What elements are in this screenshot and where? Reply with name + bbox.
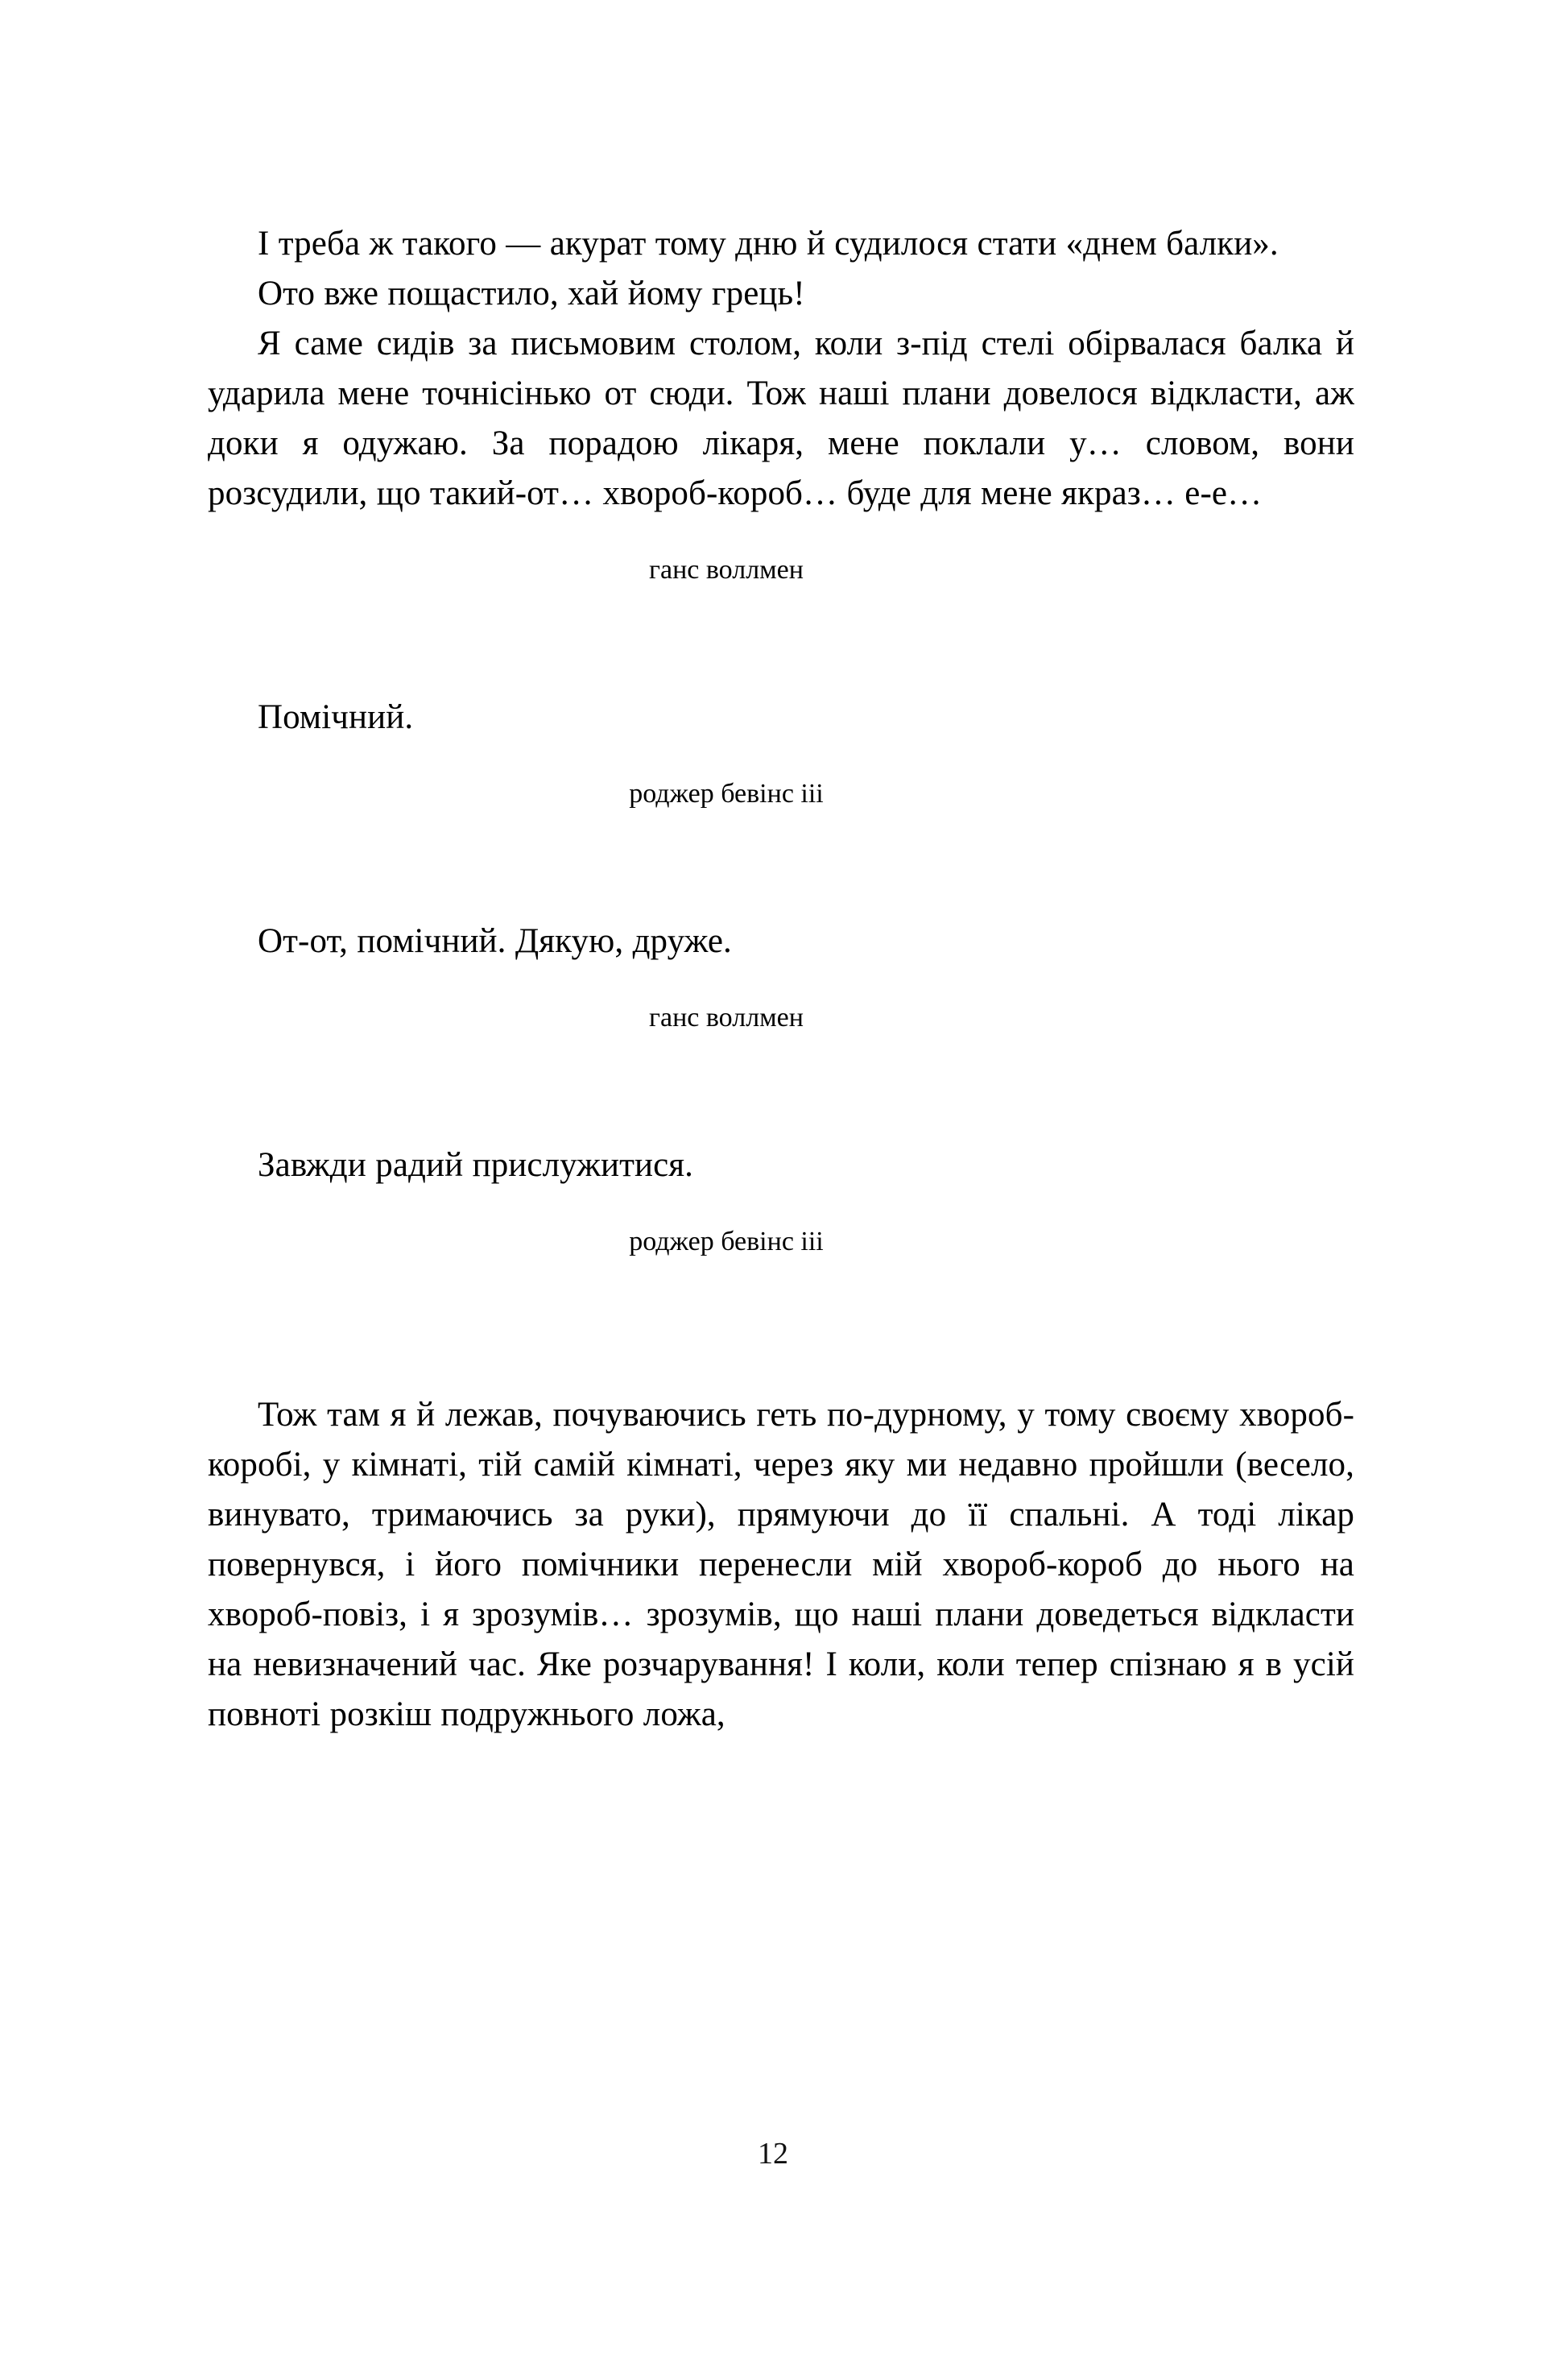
paragraph-beam-accident: Я саме сидів за письмовим столом, коли з-під стелі обірвалася балка й ударила мене точнісінько от сюди. Тож наші плани довелося відкласти, аж доки я одужаю. За порадою лікаря, мене поклали у… словом, вони розсудили, що такий-от… хвороб-короб… буде для мене якраз… е-е…: [208, 325, 1354, 512]
page-number: 12: [758, 2137, 788, 2171]
attribution-hans-vollman-2: [176, 999, 1322, 1037]
spacer: [208, 1037, 1354, 1140]
attribution-text: ганс воллмен: [649, 555, 804, 585]
spacer: [208, 813, 1354, 917]
attribution-roger-bevins-1: [176, 775, 1322, 813]
spacer: [208, 966, 1354, 999]
paragraph-thanks-friend: От-от, помічний. Дякую, друже.: [258, 922, 732, 960]
attribution-text: роджер бевінс ііі: [629, 779, 824, 809]
paragraph-glad-to-serve: Завжди радий прислужитися.: [258, 1146, 694, 1184]
attribution-text: роджер бевінс ііі: [629, 1227, 824, 1256]
spacer: [208, 743, 1354, 775]
attribution-text: ганс воллмен: [649, 1003, 804, 1033]
paragraph-helpful: Помічний.: [258, 698, 414, 736]
attribution-hans-vollman-1: [176, 551, 1322, 590]
paragraph-sickbox: Тож там я й лежав, почуваючись геть по-дурному, у тому своєму хвороб-коробі, у кімнаті, тій самій кімнаті, через яку ми недавно пройшли (весело, винувато, тримаючись за руки), прямуючи до її спальні. А тоді лікар повернувся, і його помічники перенесли мій хвороб-короб до нього на хвороб-повіз, і я зрозумів… зрозумів, що наші плани доведеться відкласти на невизначений час. Яке розчарування! І коли, коли тепер спізнаю я в усій повноті розкіш подружнього ложа,: [208, 1396, 1354, 1733]
paragraph-lucky: Ото вже пощастило, хай йому грець!: [258, 275, 805, 313]
spacer: [208, 590, 1354, 693]
spacer: [208, 519, 1354, 551]
paragraph-opening: І треба ж такого — акурат тому дню й судилося стати «днем балки».: [258, 225, 1279, 263]
attribution-roger-bevins-2: [176, 1223, 1322, 1261]
spacer: [208, 1190, 1354, 1223]
text-column: [208, 219, 1354, 1740]
spacer: [208, 1261, 1354, 1390]
